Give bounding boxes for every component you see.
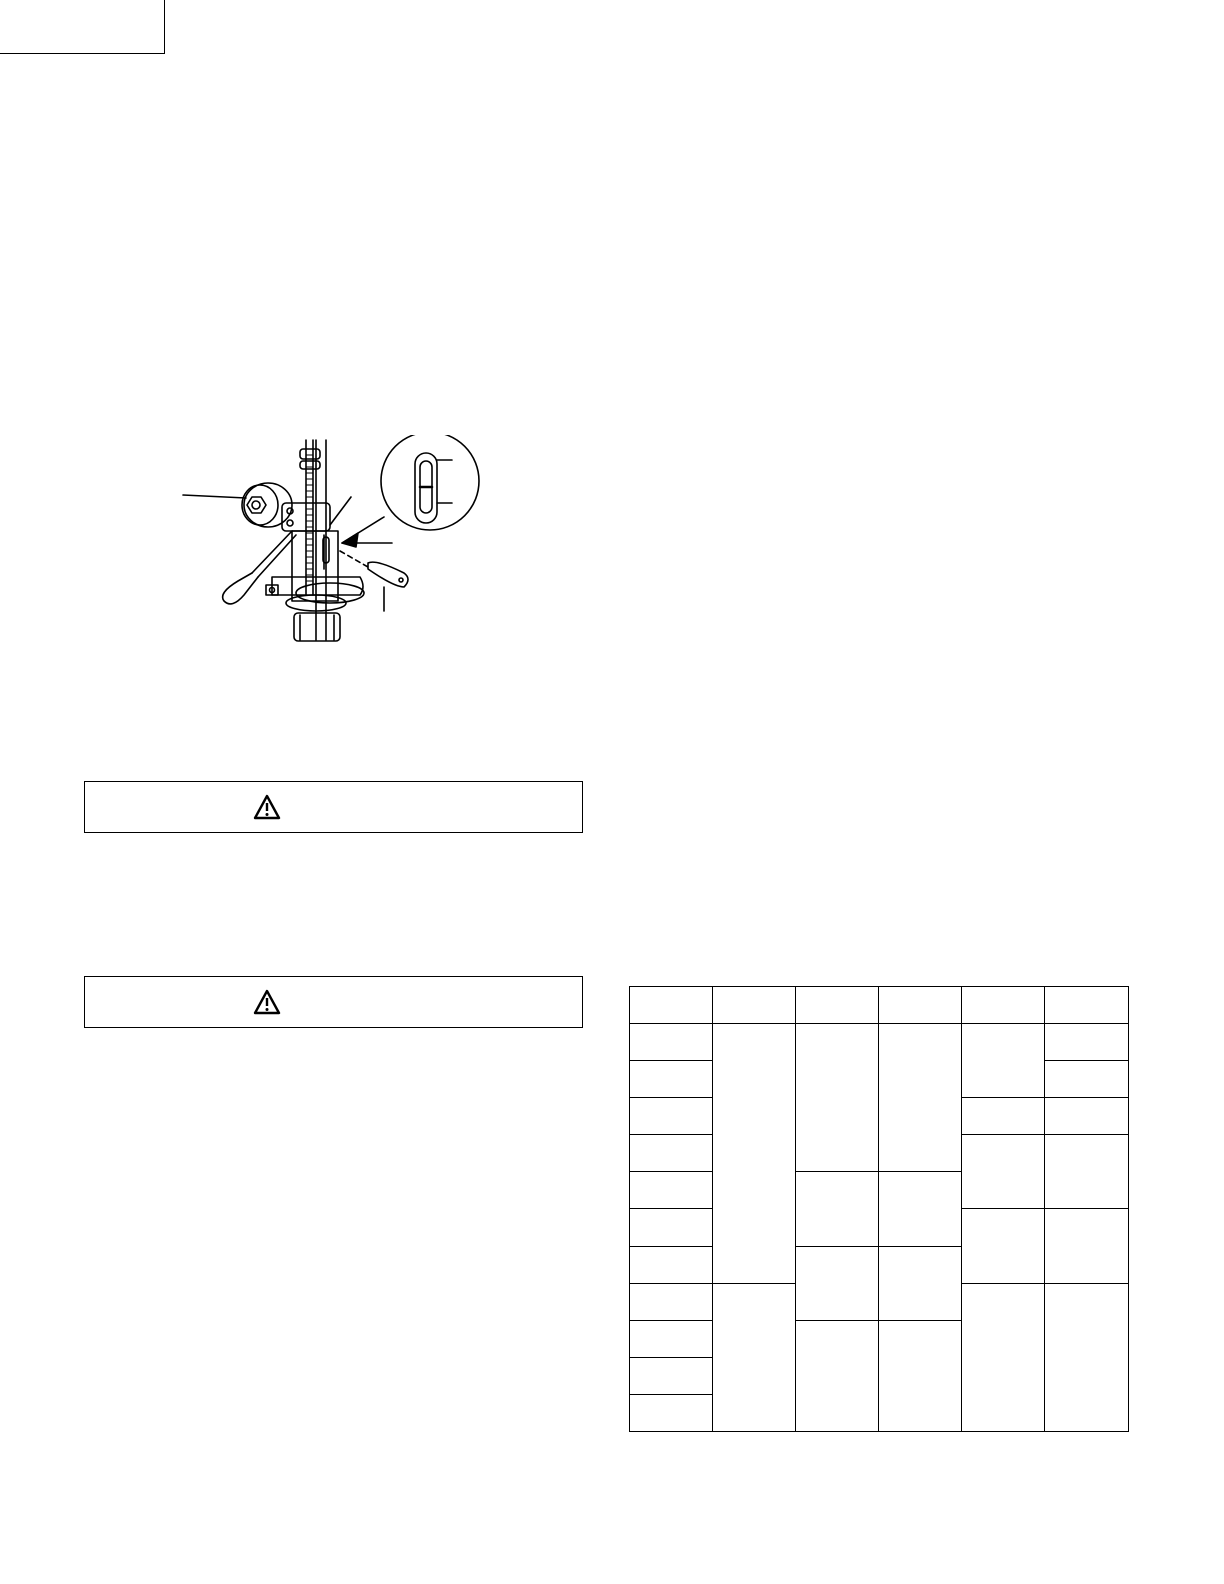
warning-triangle-icon [253, 794, 281, 820]
table-cell [796, 1024, 879, 1172]
table-cell [1045, 1061, 1129, 1098]
table-cell [630, 1283, 713, 1320]
table-cell [630, 1357, 713, 1394]
table-cell [879, 1246, 962, 1320]
table-cell [630, 1394, 713, 1431]
table-cell [630, 1246, 713, 1283]
table-cell [796, 1320, 879, 1431]
table-cell [962, 1024, 1045, 1098]
table-cell [962, 1135, 1045, 1209]
table-cell [1045, 1024, 1129, 1061]
table-cell [1045, 1098, 1129, 1135]
drill-press-depth-stop-illustration [180, 435, 490, 645]
table-cell [962, 1209, 1045, 1283]
table-header-cell [879, 987, 962, 1024]
table-row [630, 1024, 1129, 1061]
table-header-cell [713, 987, 796, 1024]
table-cell [713, 1283, 796, 1431]
table-header-cell [796, 987, 879, 1024]
table-cell [879, 1172, 962, 1246]
table-cell [630, 1320, 713, 1357]
table-cell [962, 1283, 1045, 1431]
warning-box-2 [84, 976, 583, 1028]
table-cell [713, 1024, 796, 1284]
table-cell [879, 1320, 962, 1431]
table-cell [630, 1024, 713, 1061]
table-cell [1045, 1209, 1129, 1283]
table-cell [796, 1172, 879, 1246]
table-cell [630, 1098, 713, 1135]
warning-triangle-icon [253, 989, 281, 1015]
table-cell [630, 1135, 713, 1172]
table-cell [1045, 1135, 1129, 1209]
speed-spec-table [629, 986, 1129, 1432]
table-cell [962, 1098, 1045, 1135]
table-header-cell [962, 987, 1045, 1024]
table-cell [879, 1024, 962, 1172]
table-cell [630, 1172, 713, 1209]
table-cell [630, 1061, 713, 1098]
table-header-row [630, 987, 1129, 1024]
corner-tab [0, 0, 165, 54]
table-header-cell [1045, 987, 1129, 1024]
warning-box-1 [84, 781, 583, 833]
table-cell [1045, 1283, 1129, 1431]
table-cell [630, 1209, 713, 1246]
table-cell [796, 1246, 879, 1320]
table-header-cell [630, 987, 713, 1024]
